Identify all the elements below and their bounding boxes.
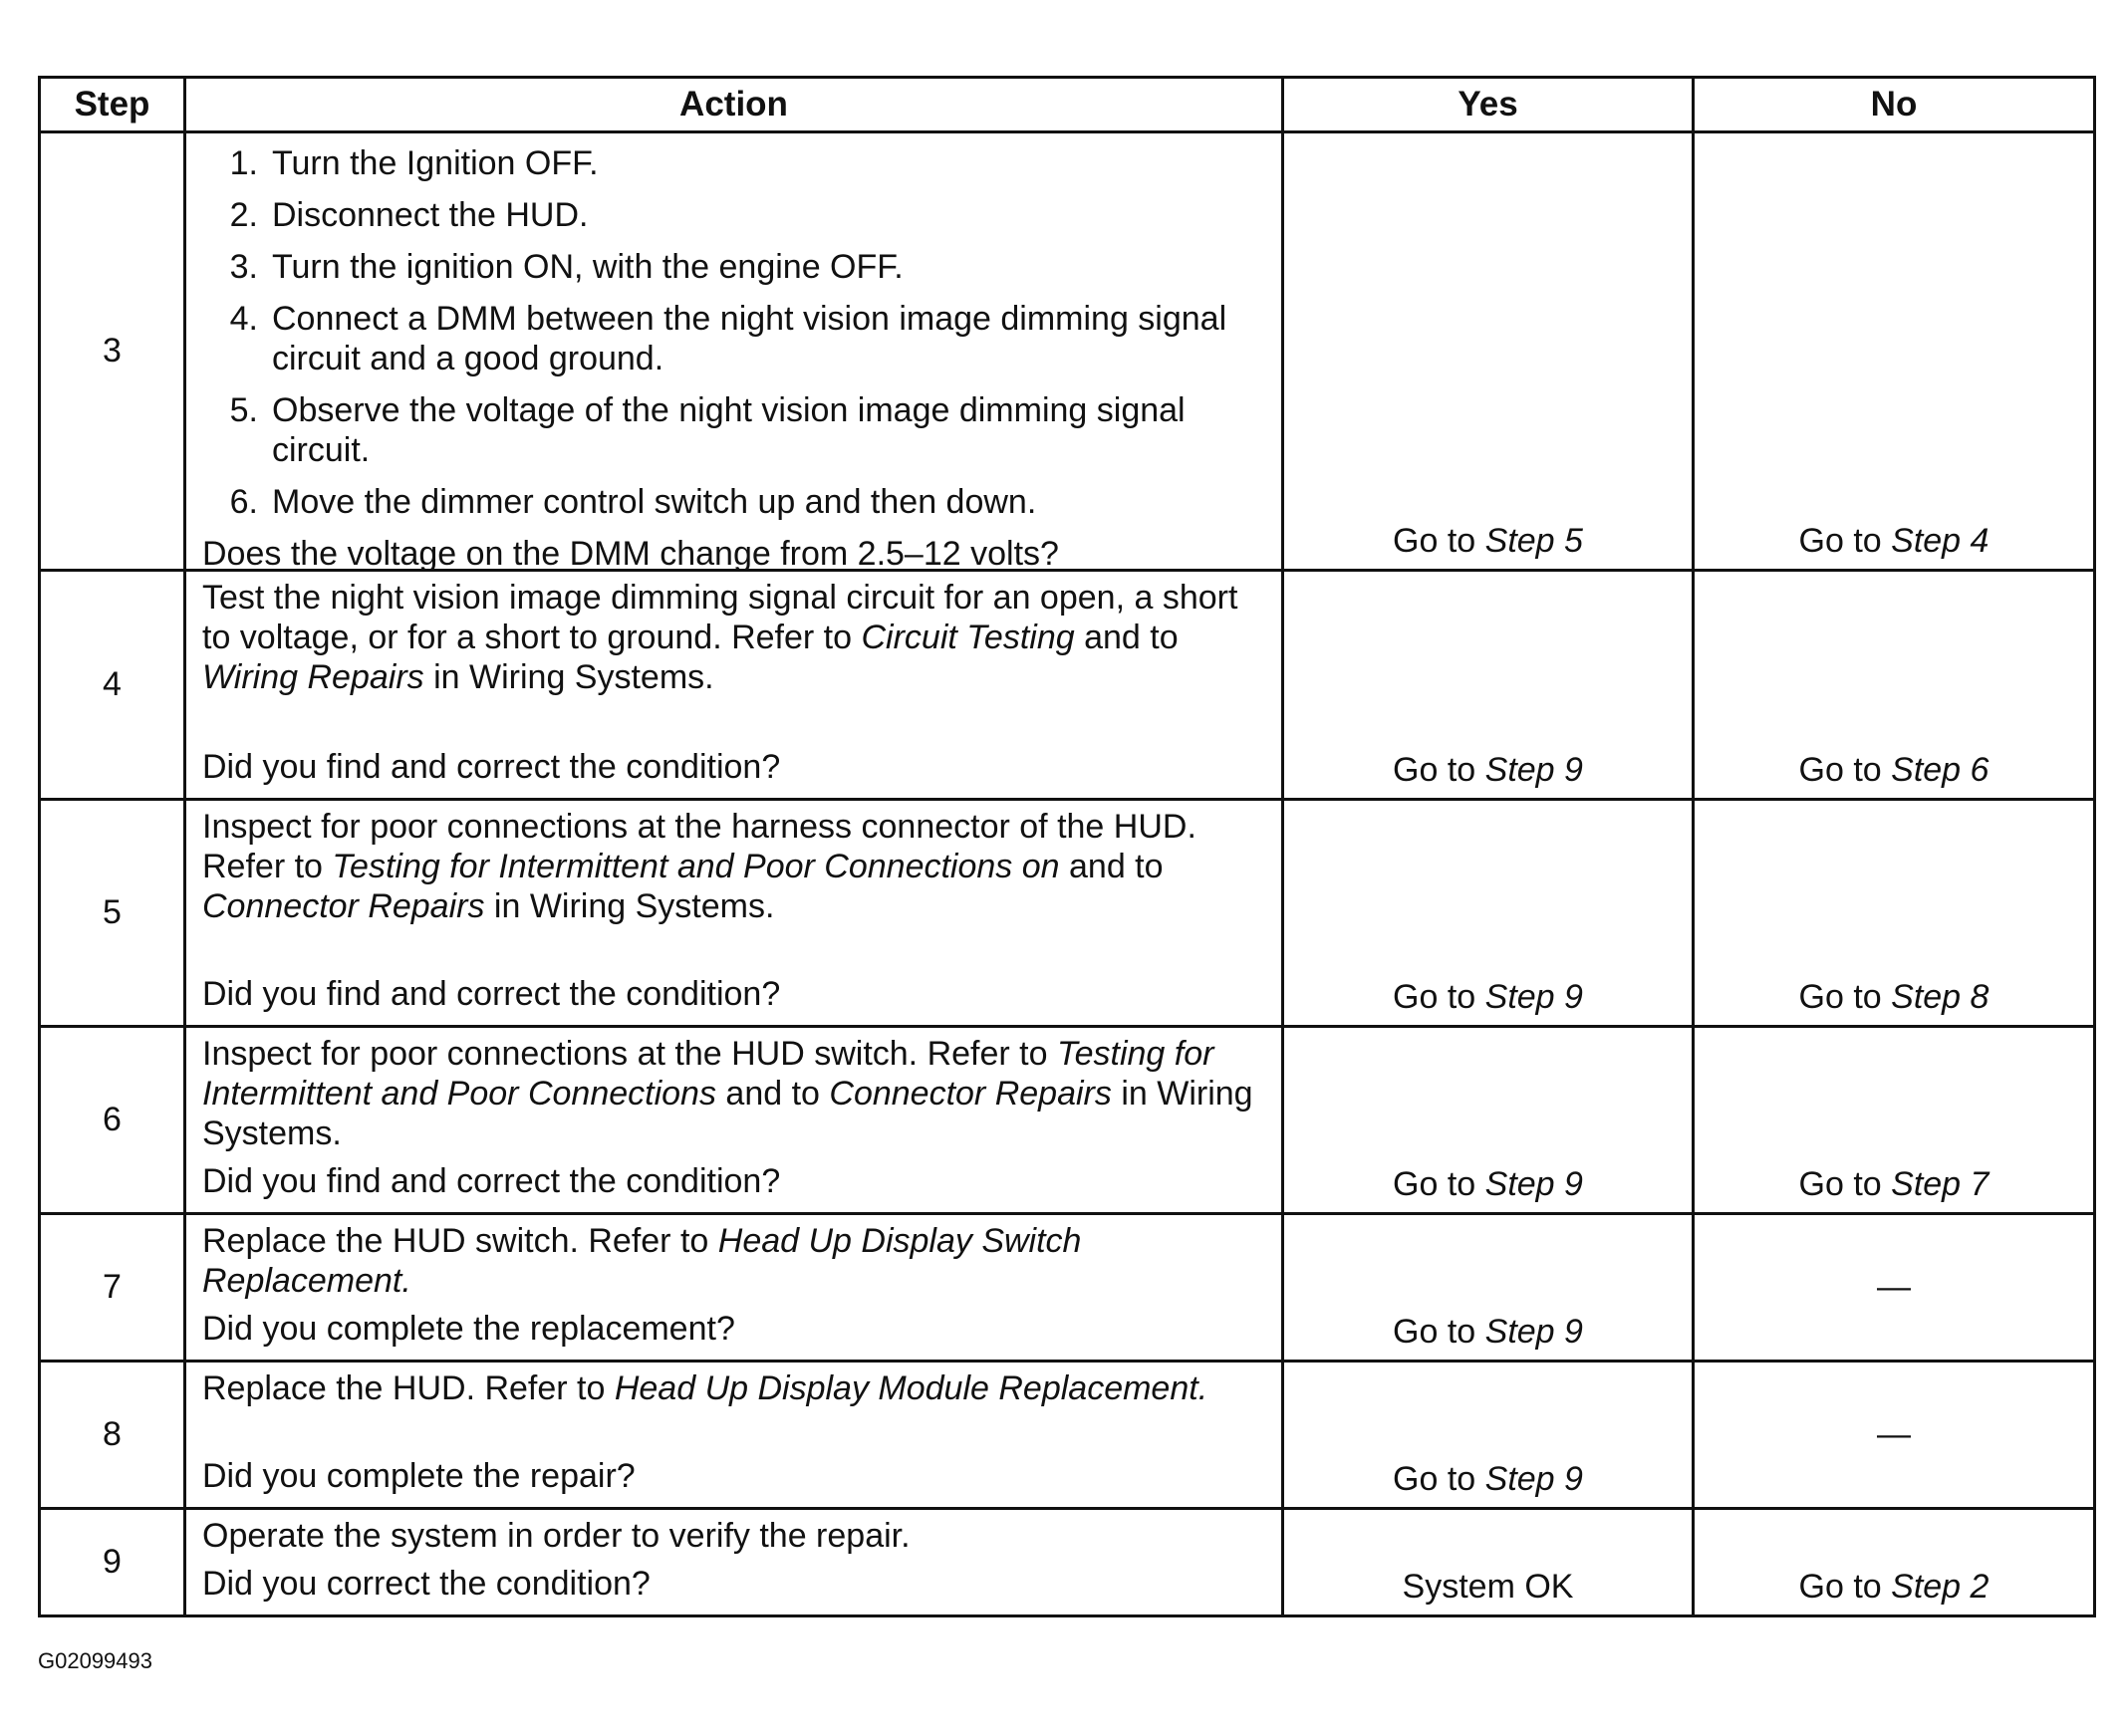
yes-text: Go to	[1393, 1460, 1485, 1498]
action-top	[202, 133, 1271, 534]
action-question: Did you correct the condition?	[202, 1565, 651, 1603]
procedure-step-text: Observe the voltage of the night vision image dimming signal circuit.	[272, 391, 1186, 469]
procedure-step	[202, 299, 1271, 378]
description-text: in Wiring Systems.	[202, 1075, 1253, 1152]
action-question: Does the voltage on the DMM change from 2.5–12 volts?	[202, 535, 1059, 573]
yes-cell	[1283, 800, 1694, 1027]
yes-text: System OK	[1402, 1568, 1574, 1606]
reference-link-text: Testing for Intermittent and Poor Connections	[202, 1035, 1214, 1113]
yes-text: Go to	[1393, 1313, 1485, 1351]
yes-step-ref: Step 9	[1484, 751, 1583, 789]
action-question: Did you complete the replacement?	[202, 1310, 735, 1348]
action-description	[202, 1363, 1271, 1408]
reference-link-text: Circuit Testing	[861, 619, 1075, 656]
action-content	[202, 801, 1271, 1022]
procedure-step	[202, 390, 1271, 470]
description-text: Inspect for poor connections at the harness connector of the HUD. Refer to	[202, 808, 1196, 885]
yes-step-ref: Step 9	[1484, 978, 1583, 1016]
procedure-step-text: Disconnect the HUD.	[272, 196, 589, 234]
yes-text: Go to	[1393, 751, 1485, 789]
no-text: Go to	[1798, 751, 1892, 789]
description-text: in Wiring Systems.	[484, 887, 775, 925]
table-row	[40, 1214, 2095, 1362]
action-content	[202, 133, 1271, 573]
no-text: Go to	[1798, 978, 1892, 1016]
yes-step-ref: Step 9	[1484, 1460, 1583, 1498]
description-text: and to	[1059, 848, 1164, 885]
action-question: Did you find and correct the condition?	[202, 748, 781, 786]
procedure-step-number: 3.	[229, 248, 258, 286]
description-text: and to	[715, 1075, 830, 1113]
header-no: No	[1694, 78, 2095, 132]
no-cell	[1694, 1509, 2095, 1616]
table-body	[40, 132, 2095, 1616]
yes-text: Go to	[1393, 978, 1485, 1016]
step-number: 3	[40, 132, 185, 571]
action-cell	[185, 571, 1283, 800]
table-row	[40, 1027, 2095, 1214]
no-text: Go to	[1798, 1165, 1892, 1203]
action-description	[202, 801, 1271, 926]
diagnostic-table	[38, 76, 2096, 1617]
table-row	[40, 571, 2095, 800]
procedure-step	[202, 482, 1271, 522]
yes-step-ref: Step 5	[1484, 522, 1583, 560]
description-text: Inspect for poor connections at the HUD switch. Refer to	[202, 1035, 1057, 1073]
procedure-step	[202, 195, 1271, 235]
procedure-list	[202, 133, 1271, 522]
header-action: Action	[185, 78, 1283, 132]
no-step-ref: Step 2	[1891, 1568, 1989, 1606]
yes-step-ref: Step 9	[1484, 1165, 1583, 1203]
procedure-step-text: Connect a DMM between the night vision image dimming signal circuit and a good ground.	[272, 300, 1227, 377]
yes-cell	[1283, 1214, 1694, 1362]
action-description	[202, 1215, 1271, 1301]
yes-step-ref: Step 9	[1484, 1313, 1583, 1351]
action-top	[202, 1363, 1271, 1408]
description-text: in Wiring Systems.	[423, 658, 714, 696]
no-text: Go to	[1798, 1568, 1892, 1606]
procedure-step-text: Turn the ignition ON, with the engine OFF.	[272, 248, 904, 286]
reference-link-text: Wiring Repairs	[202, 658, 424, 696]
procedure-step-number: 5.	[229, 391, 258, 429]
yes-cell	[1283, 1027, 1694, 1214]
action-cell	[185, 1509, 1283, 1616]
yes-text: Go to	[1393, 1165, 1485, 1203]
step-number: 6	[40, 1027, 185, 1214]
table-row	[40, 800, 2095, 1027]
no-text: Go to	[1798, 522, 1892, 560]
table-row	[40, 1509, 2095, 1616]
no-step-ref: Step 4	[1891, 522, 1989, 560]
action-content	[202, 1215, 1271, 1357]
procedure-step-number: 1.	[229, 144, 258, 182]
header-row	[40, 78, 2095, 132]
description-text: Replace the HUD switch. Refer to	[202, 1222, 718, 1260]
procedure-step-number: 2.	[229, 196, 258, 234]
action-cell	[185, 1214, 1283, 1362]
action-question: Did you find and correct the condition?	[202, 975, 781, 1013]
description-text: Operate the system in order to verify the repair.	[202, 1517, 911, 1555]
reference-link-text: Head Up Display Switch Replacement.	[202, 1222, 1082, 1300]
no-cell	[1694, 1027, 2095, 1214]
no-step-ref: Step 7	[1891, 1165, 1989, 1203]
step-number: 7	[40, 1214, 185, 1362]
action-question: Did you complete the repair?	[202, 1457, 636, 1495]
action-cell	[185, 800, 1283, 1027]
no-cell-dash: —	[1694, 1362, 2095, 1509]
yes-text: Go to	[1393, 522, 1485, 560]
no-step-ref: Step 8	[1891, 978, 1989, 1016]
action-description	[202, 1510, 1271, 1556]
no-cell	[1694, 571, 2095, 800]
action-content	[202, 1510, 1271, 1612]
action-description	[202, 572, 1271, 697]
action-top	[202, 1510, 1271, 1556]
procedure-step-number: 4.	[229, 300, 258, 338]
action-top	[202, 572, 1271, 697]
reference-link-text: Testing for Intermittent and Poor Connections on	[332, 848, 1060, 885]
reference-link-text: Head Up Display Module Replacement.	[614, 1369, 1208, 1407]
header-yes: Yes	[1283, 78, 1694, 132]
no-cell	[1694, 132, 2095, 571]
no-step-ref: Step 6	[1891, 751, 1989, 789]
step-number: 4	[40, 571, 185, 800]
yes-cell	[1283, 132, 1694, 571]
procedure-step-number: 6.	[229, 483, 258, 521]
action-top	[202, 1028, 1271, 1153]
reference-link-text: Connector Repairs	[829, 1075, 1112, 1113]
action-content	[202, 572, 1271, 795]
header-step: Step	[40, 78, 185, 132]
procedure-step	[202, 247, 1271, 287]
action-content	[202, 1028, 1271, 1209]
action-content	[202, 1363, 1271, 1504]
action-question: Did you find and correct the condition?	[202, 1162, 781, 1200]
procedure-step	[202, 143, 1271, 183]
yes-cell	[1283, 1509, 1694, 1616]
action-top	[202, 801, 1271, 926]
action-description	[202, 1028, 1271, 1153]
table-row	[40, 132, 2095, 571]
action-top	[202, 1215, 1271, 1301]
yes-cell	[1283, 1362, 1694, 1509]
description-text: Replace the HUD. Refer to	[202, 1369, 615, 1407]
yes-cell	[1283, 571, 1694, 800]
reference-link-text: Connector Repairs	[202, 887, 485, 925]
table-row	[40, 1362, 2095, 1509]
procedure-step-text: Turn the Ignition OFF.	[272, 144, 599, 182]
no-cell-dash: —	[1694, 1214, 2095, 1362]
action-cell	[185, 1027, 1283, 1214]
action-cell	[185, 1362, 1283, 1509]
procedure-step-text: Move the dimmer control switch up and then down.	[272, 483, 1037, 521]
no-cell	[1694, 800, 2095, 1027]
step-number: 5	[40, 800, 185, 1027]
figure-id: G02099493	[38, 1648, 152, 1673]
step-number: 9	[40, 1509, 185, 1616]
description-text: Test the night vision image dimming signal circuit for an open, a short to voltage, or for a short to ground. Refer to	[202, 579, 1238, 656]
action-cell	[185, 132, 1283, 571]
step-number: 8	[40, 1362, 185, 1509]
description-text: and to	[1074, 619, 1179, 656]
